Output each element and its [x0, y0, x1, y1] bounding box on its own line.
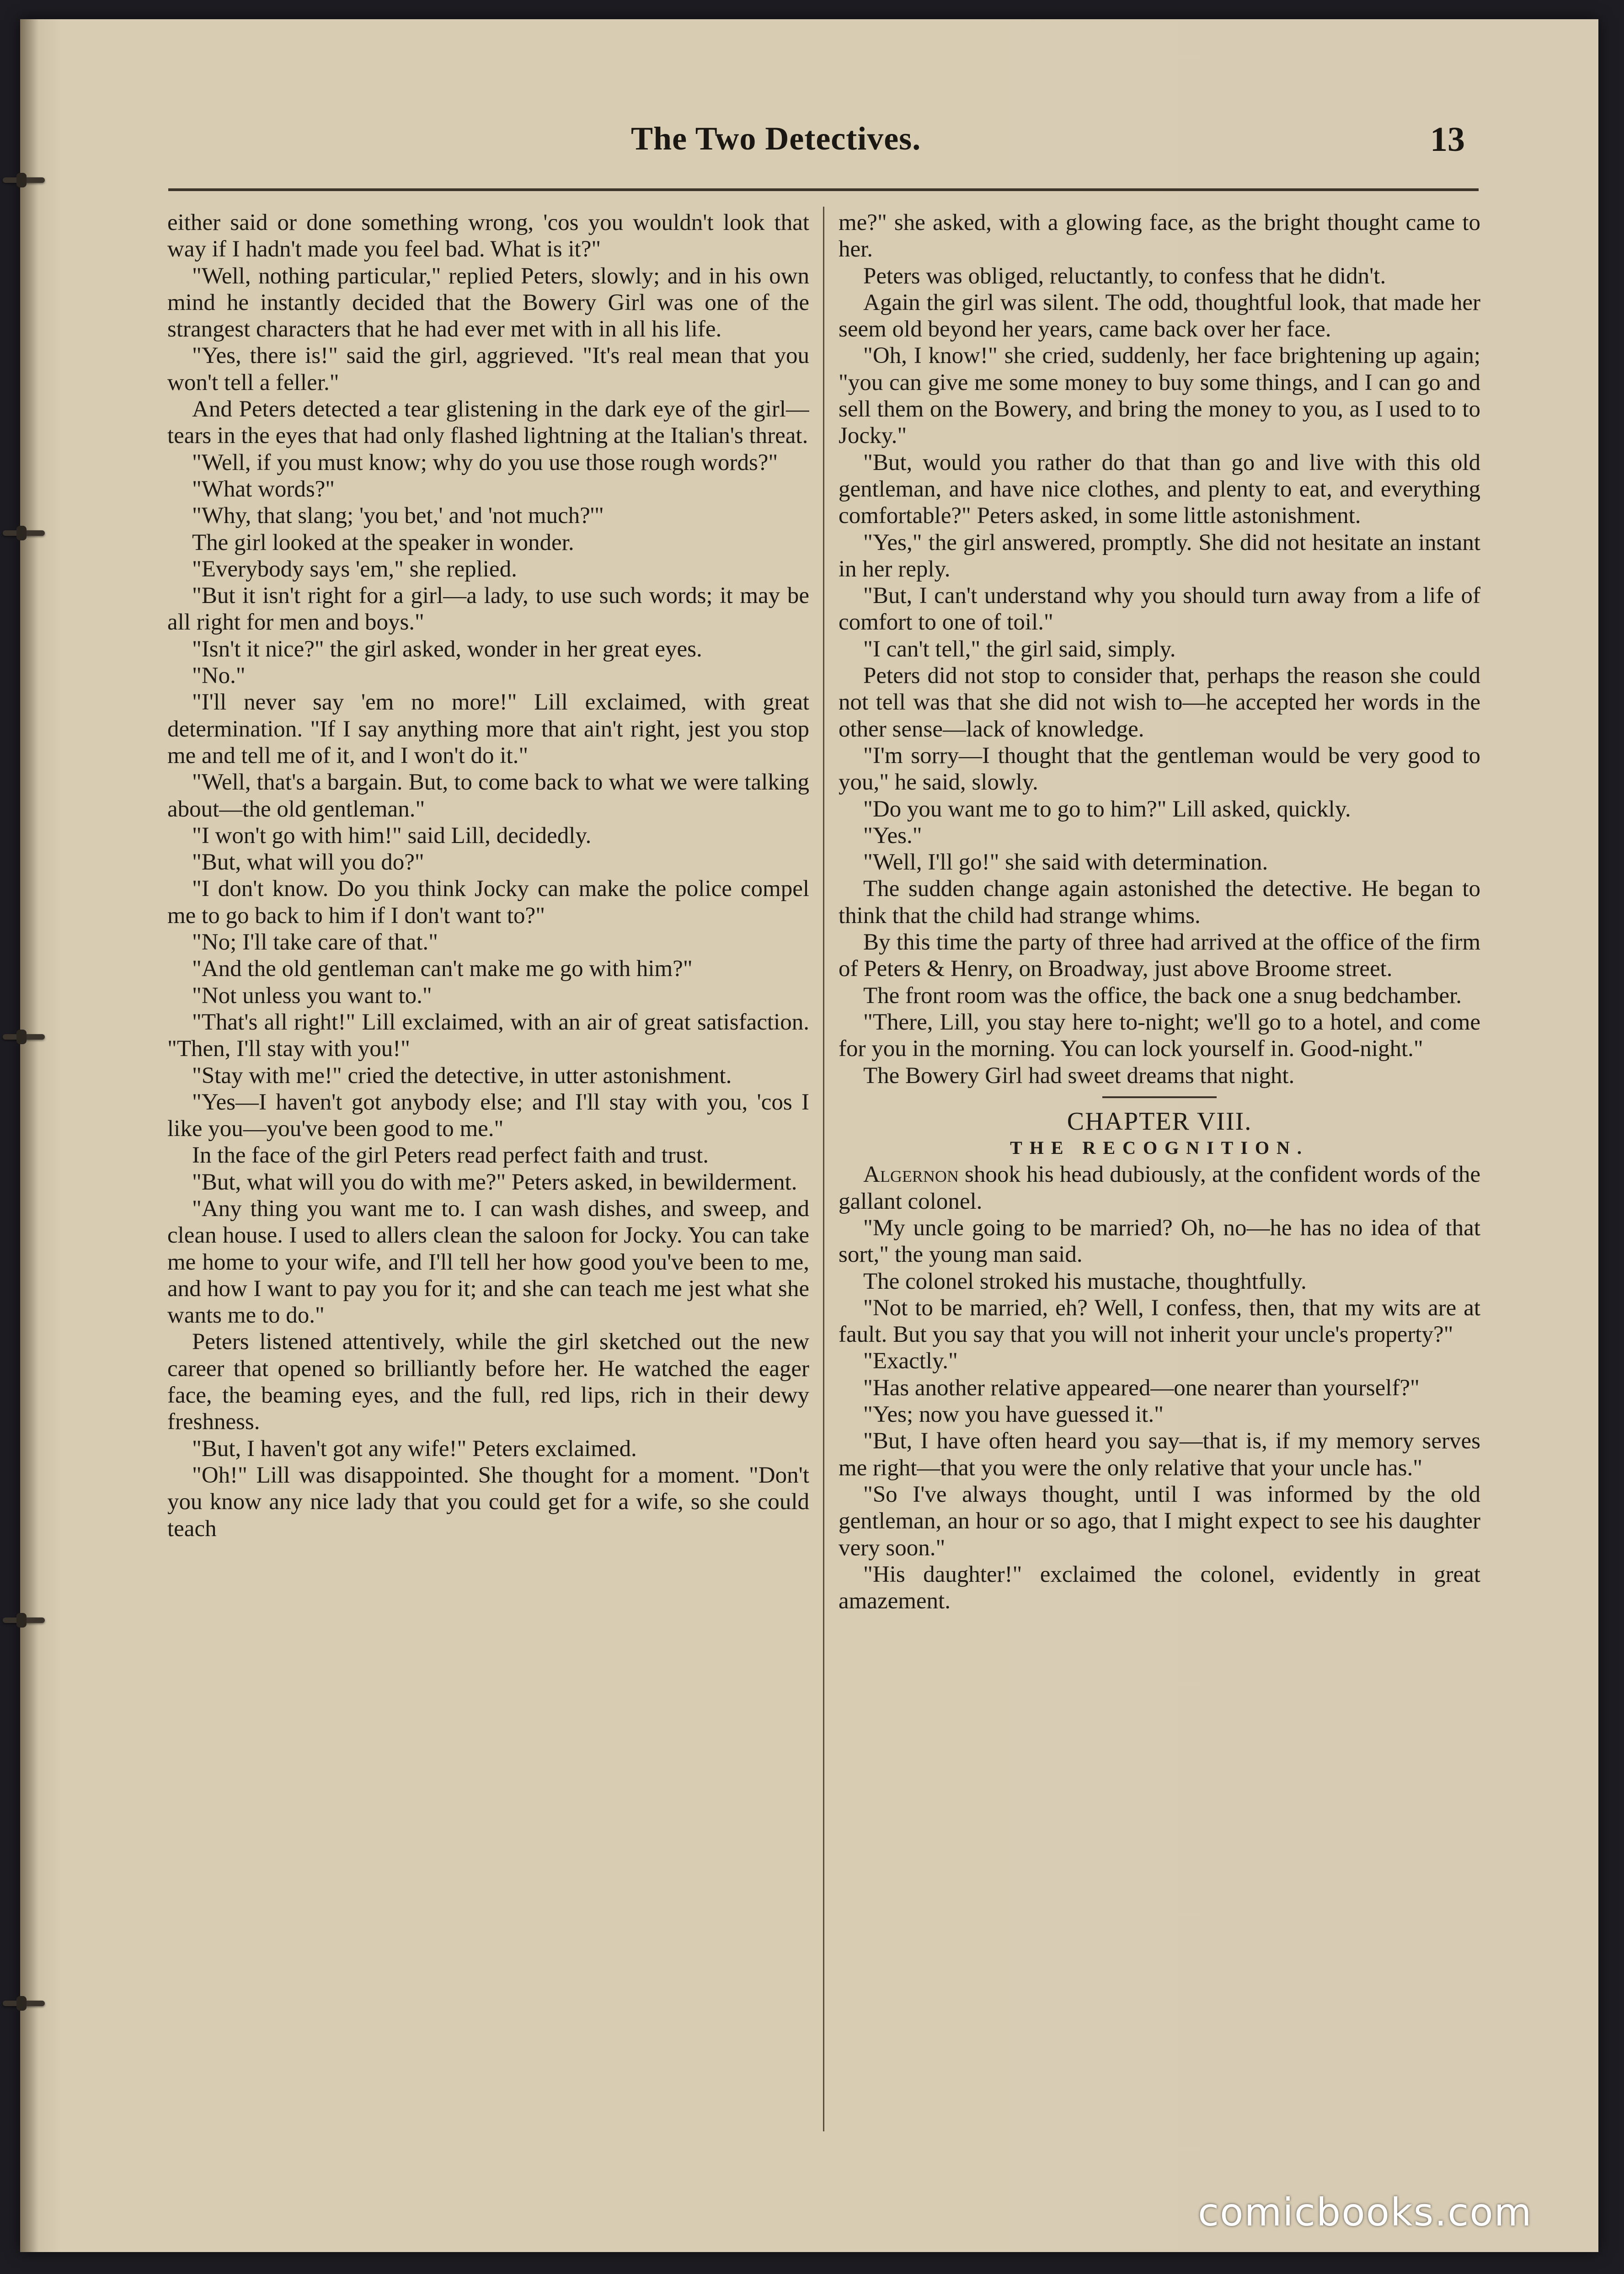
chapter-rule — [1102, 1096, 1217, 1098]
binding-staple — [3, 1034, 45, 1040]
paragraph: "Do you want me to go to him?" Lill asked, quickly. — [863, 796, 1351, 822]
binding-gutter — [20, 19, 38, 2252]
paragraph: "Yes." — [863, 822, 922, 849]
page-number: 13 — [1430, 120, 1465, 159]
left-text-column — [167, 209, 809, 2143]
paragraph: "I don't know. Do you think Jocky can make the police compel me to go back to him if I don't want to?" — [167, 876, 809, 929]
right-column-paragraphs-after — [839, 1215, 1480, 1614]
chapter-title: CHAPTER VIII. — [1067, 1107, 1252, 1136]
paragraph: "Isn't it nice?" the girl asked, wonder in her great eyes. — [192, 636, 702, 662]
paragraph: "Exactly." — [863, 1348, 958, 1374]
paragraph: "My uncle going to be married? Oh, no—he has no idea of that sort," the young man said. — [839, 1215, 1480, 1268]
paragraph: either said or done something wrong, 'cos you wouldn't look that way if I hadn't made you feel bad. What is it?" — [167, 210, 809, 262]
binding-staple — [3, 530, 45, 536]
paragraph: me?" she asked, with a glowing face, as the bright thought came to her. — [839, 210, 1480, 262]
paragraph: The girl looked at the speaker in wonder. — [192, 529, 574, 555]
paragraph: And Peters detected a tear glistening in the dark eye of the girl—tears in the eyes that had only flashed lightning at the Italian's threat. — [167, 396, 809, 449]
paragraph: "Oh!" Lill was disappointed. She thought for a moment. "Don't you know any nice lady that you could get for a wife, so she could teach — [167, 1462, 809, 1542]
binding-staple — [3, 177, 45, 183]
paragraph: The Bowery Girl had sweet dreams that night. — [863, 1062, 1295, 1089]
paragraph: "Well, nothing particular," replied Peters, slowly; and in his own mind he instantly decided that the Bowery Girl was one of the strangest characters that he had ever met with in all his life. — [167, 263, 809, 342]
paragraph: Peters was obliged, reluctantly, to confess that he didn't. — [863, 263, 1386, 289]
paragraph: "Well, that's a bargain. But, to come back to what we were talking about—the old gentleman." — [167, 769, 809, 822]
chapter-lead-word: Algernon — [863, 1162, 959, 1188]
header-rule — [168, 188, 1479, 191]
right-text-column — [839, 209, 1480, 2143]
paragraph: Again the girl was silent. The odd, thoughtful look, that made her seem old beyond her years, came back over her face. — [839, 289, 1480, 342]
paragraph: "His daughter!" exclaimed the colonel, evidently in great amazement. — [839, 1561, 1480, 1614]
paragraph: "That's all right!" Lill exclaimed, with an air of great satisfaction. "Then, I'll stay with you!" — [167, 1009, 809, 1062]
paragraph: "But, what will you do?" — [192, 849, 424, 875]
paragraph: "But, I haven't got any wife!" Peters exclaimed. — [192, 1436, 637, 1462]
binding-staple — [3, 2001, 45, 2006]
paragraph: "Any thing you want me to. I can wash dishes, and sweep, and clean house. I used to allers clean the saloon for Jocky. You can take me home to your wife, and I'll tell her how good you've been to me, and how I want to pay you for it; and she can teach me jest what she wants me to do." — [167, 1196, 809, 1329]
right-column-paragraphs-before — [839, 209, 1480, 1089]
column-divider — [823, 207, 824, 2131]
paragraph: "But, what will you do with me?" Peters asked, in bewilderment. — [192, 1169, 797, 1195]
paragraph: "And the old gentleman can't make me go with him?" — [192, 956, 693, 982]
paragraph: "Well, I'll go!" she said with determination. — [863, 849, 1268, 875]
chapter-lead-paragraph — [839, 1161, 1480, 1215]
paragraph: "Not to be married, eh? Well, I confess, then, that my wits are at fault. But you say that you will not inherit your uncle's property?" — [839, 1295, 1480, 1348]
paragraph: By this time the party of three had arrived at the office of the firm of Peters & Henry, on Broadway, just above Broome street. — [839, 929, 1480, 982]
running-title: The Two Detectives. — [631, 120, 921, 157]
paragraph: Peters did not stop to consider that, perhaps the reason she could not tell was that she did not wish to—he accepted her words in the other sense—lack of knowledge. — [839, 663, 1480, 742]
paragraph: "Oh, I know!" she cried, suddenly, her face brightening up again; "you can give me some money to buy some things, and I can go and sell them on the Bowery, and bring the money to you, as I used to to Jocky." — [839, 343, 1480, 449]
paragraph: The front room was the office, the back one a snug bedchamber. — [863, 982, 1462, 1009]
paragraph: "But, I have often heard you say—that is, if my memory serves me right—that you were the only relative that your uncle has." — [839, 1428, 1480, 1481]
paragraph: "Everybody says 'em," she replied. — [192, 556, 517, 582]
paragraph: "No; I'll take care of that." — [192, 929, 438, 956]
watermark: comicbooks.com — [1198, 2190, 1533, 2235]
paragraph: Peters listened attentively, while the girl sketched out the new career that opened so brilliantly before her. He watched the eager face, the beaming eyes, and the full, red lips, rich in their dewy freshness. — [167, 1329, 809, 1435]
paragraph: "Well, if you must know; why do you use those rough words?" — [192, 449, 778, 475]
paragraph: "Yes," the girl answered, promptly. She did not hesitate an instant in her reply. — [839, 529, 1480, 582]
paragraph: "But, would you rather do that than go and live with this old gentleman, and have nice clothes, and plenty to eat, and everything comfortable?" Peters asked, in some little astonishment. — [839, 449, 1480, 529]
paragraph: "No." — [192, 663, 246, 689]
paragraph: "Yes—I haven't got anybody else; and I'll stay with you, 'cos I like you—you've been good to me." — [167, 1089, 809, 1142]
paragraph: "Has another relative appeared—one nearer than yourself?" — [863, 1375, 1420, 1401]
paragraph: "Not unless you want to." — [192, 982, 432, 1009]
paragraph: "I'll never say 'em no more!" Lill exclaimed, with great determination. "If I say anything more that ain't right, jest you stop me and tell me of it, and I won't do it." — [167, 689, 809, 769]
paragraph: "I'm sorry—I thought that the gentleman would be very good to you," he said, slowly. — [839, 742, 1480, 795]
paragraph: "Yes; now you have guessed it." — [863, 1402, 1164, 1428]
paragraph: The sudden change again astonished the detective. He began to think that the child had strange whims. — [839, 876, 1480, 929]
chapter-subtitle: THE RECOGNITION. — [1010, 1137, 1309, 1158]
paragraph: "So I've always thought, until I was informed by the old gentleman, an hour or so ago, that I might expect to see his daughter very soon." — [839, 1481, 1480, 1561]
paragraph: The colonel stroked his mustache, thoughtfully. — [863, 1268, 1307, 1294]
paragraph: In the face of the girl Peters read perfect faith and trust. — [192, 1142, 709, 1169]
paragraph: "I won't go with him!" said Lill, decidedly. — [192, 822, 592, 849]
binding-staple — [3, 1617, 45, 1623]
paragraph: "Yes, there is!" said the girl, aggrieved. "It's real mean that you won't tell a feller." — [167, 343, 809, 395]
chapter-lead-rest: shook his head dubiously, at the confident words of the gallant colonel. — [839, 1162, 1480, 1214]
paragraph: "Why, that slang; 'you bet,' and 'not much?'" — [192, 503, 604, 529]
paragraph: "There, Lill, you stay here to-night; we'll go to a hotel, and come for you in the morning. You can lock yourself in. Good-night." — [839, 1009, 1480, 1062]
paragraph: "I can't tell," the girl said, simply. — [863, 636, 1176, 662]
paragraph: "But it isn't right for a girl—a lady, to use such words; it may be all right for men and boys." — [167, 583, 809, 635]
paragraph: "What words?" — [192, 476, 335, 502]
paragraph: "But, I can't understand why you should turn away from a life of comfort to one of toil." — [839, 583, 1480, 635]
paragraph: "Stay with me!" cried the detective, in utter astonishment. — [192, 1062, 732, 1089]
